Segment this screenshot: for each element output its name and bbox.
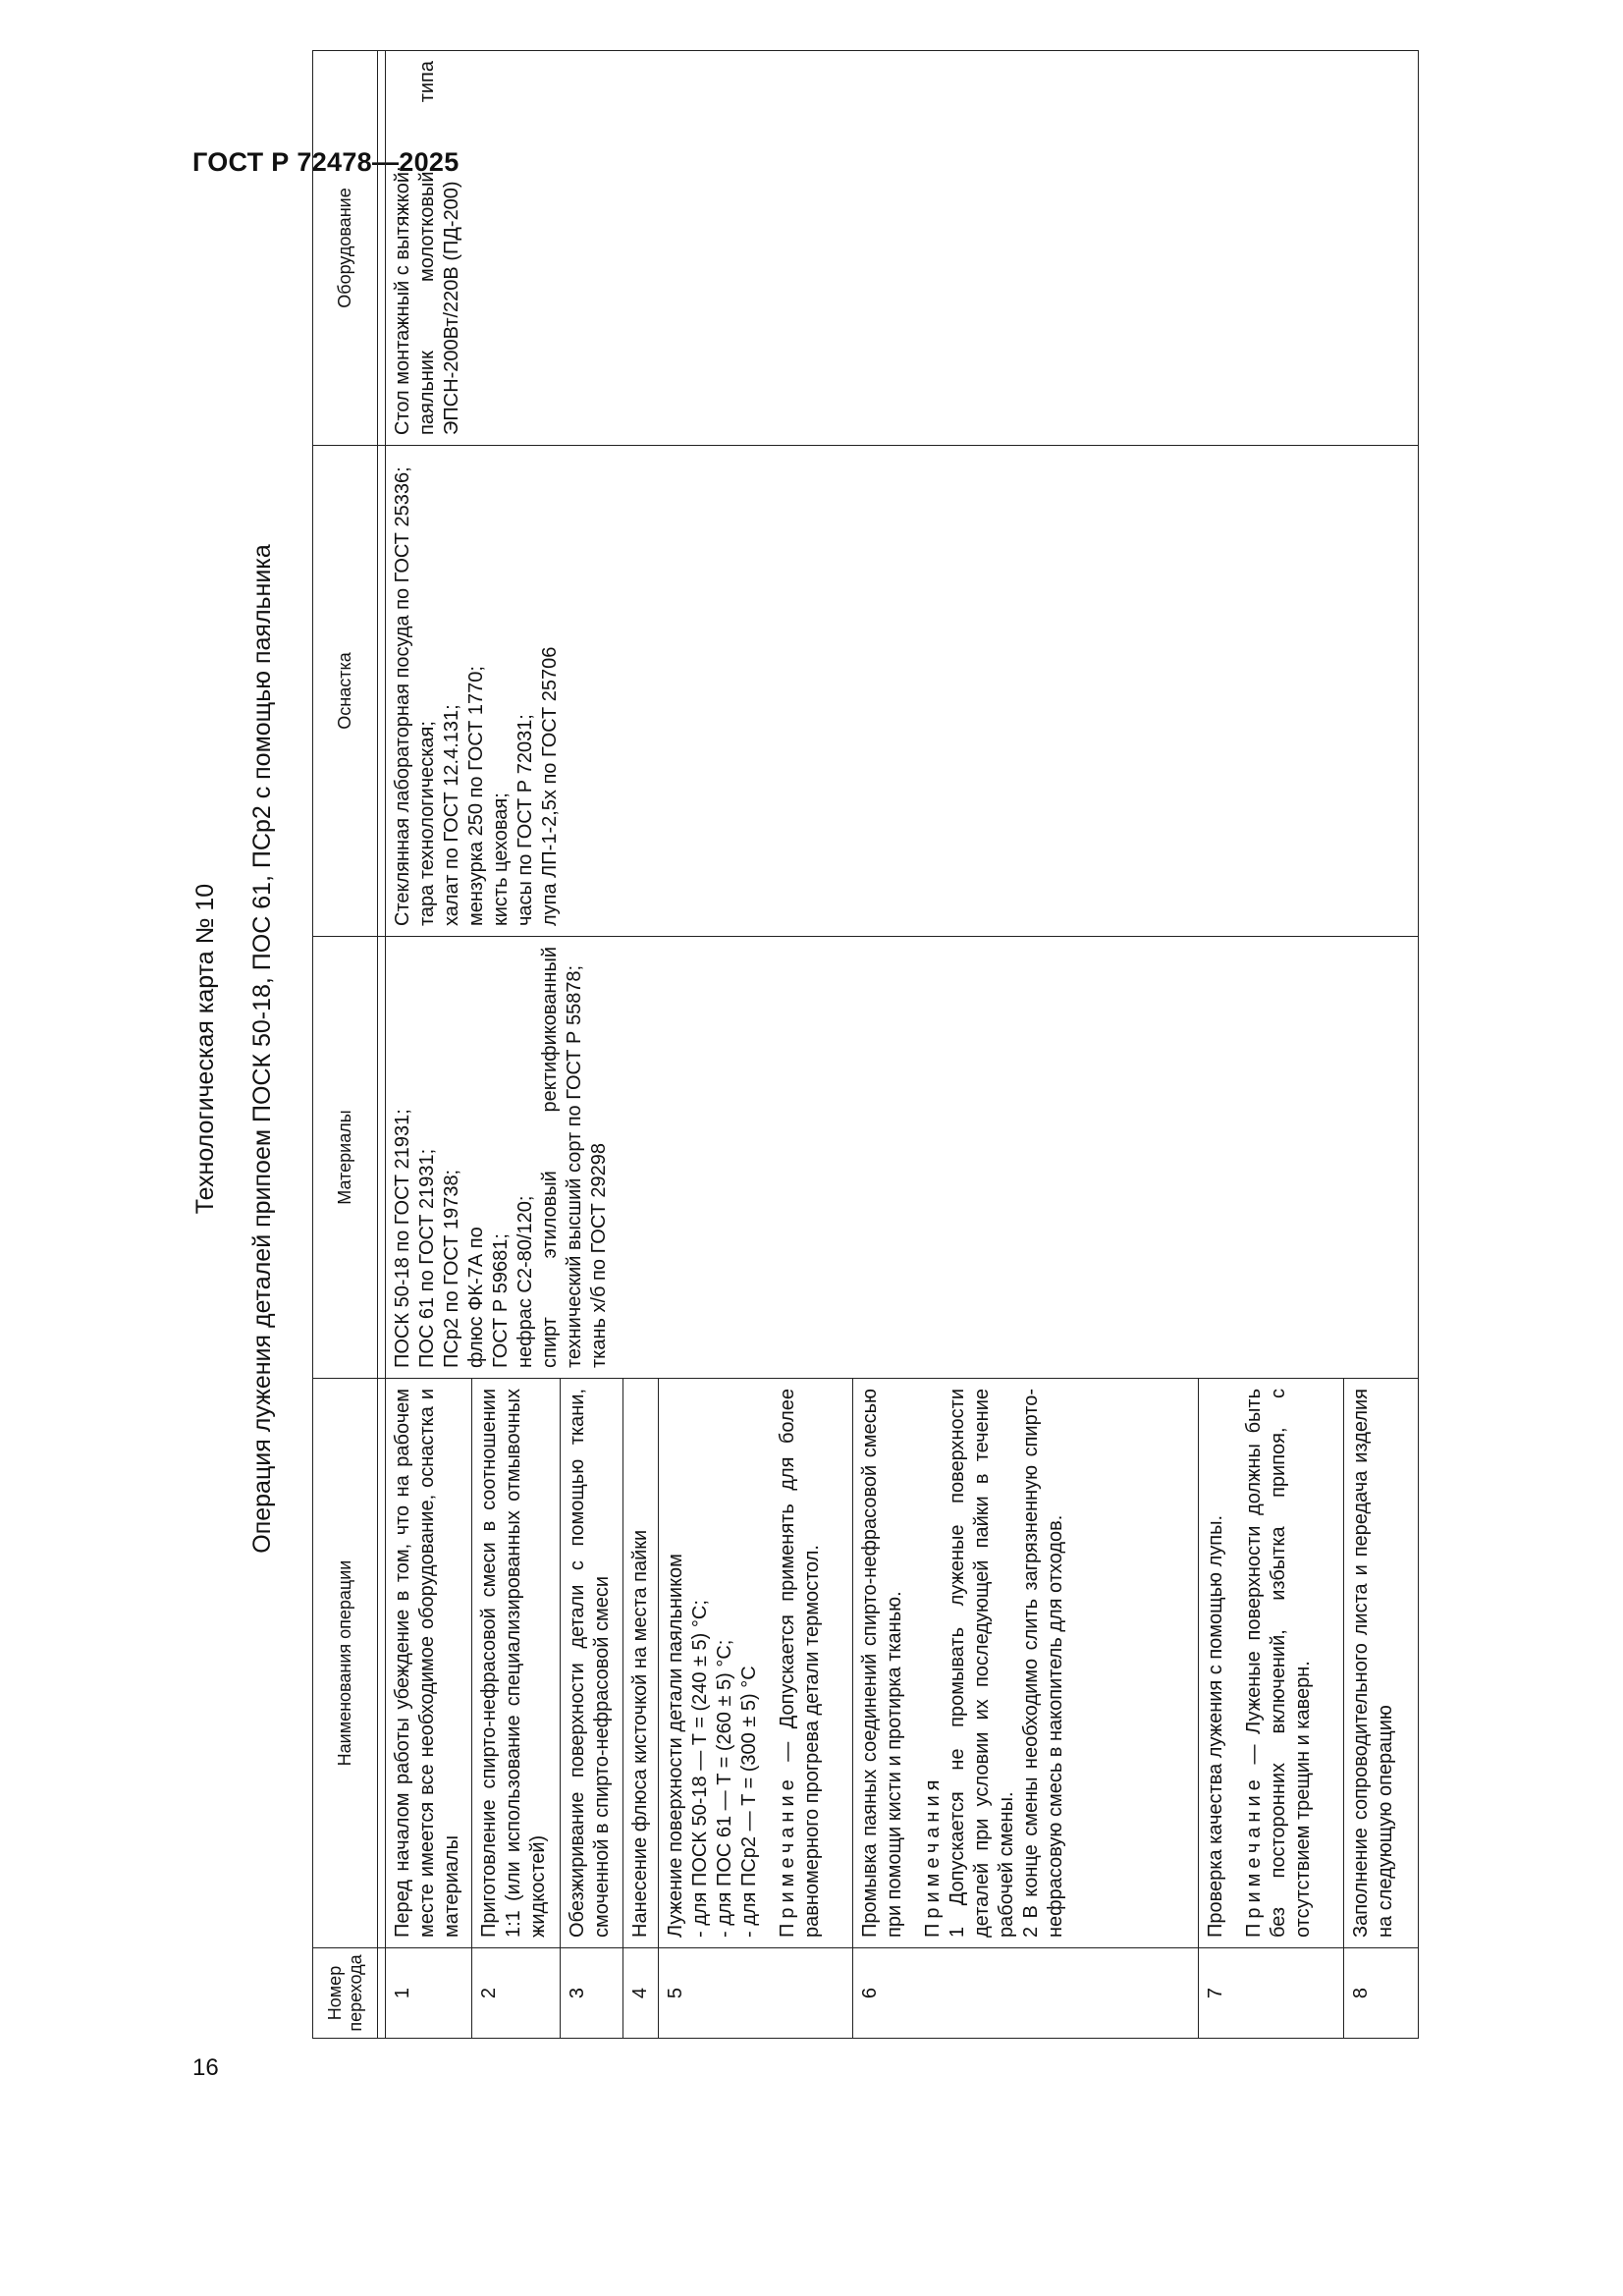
card-title: Технологическая карта № 10 xyxy=(191,883,219,1215)
column-header-equipment: Оборудование xyxy=(313,51,378,446)
operation-text: Нанесение флюса кисточкой на места пайки xyxy=(623,1379,659,1948)
note: Примечание — Луженые поверхности должны быть без посторонних включений, избытка припоя, с отсутствием трещин и каверн. xyxy=(1243,1389,1314,1938)
technology-card-table xyxy=(312,50,1419,2039)
operation-text: Приготовление спирто-нефрасовой смеси в соотношении 1:1 (или использование специализированных отмывочных жидкостей) xyxy=(472,1379,561,1948)
tooling-item: Стеклянная лабораторная посуда по ГОСТ 25336; xyxy=(392,466,413,926)
step-number: 1 xyxy=(386,1948,472,2039)
operation-text: Промывка паяных соединений спирто-нефрасовой смесью при помощи кисти и протирка тканью. Примечания 1 Допускается не промывать луженые поверхности деталей при условии их последующей пайки в течение рабочей смены. 2 В конце смены необходимо слить загрязненную спирто-нефрасовую смесь в накопитель для отходов. xyxy=(853,1379,1199,1948)
operation-text: Проверка качества лужения с помощью лупы. Примечание — Луженые поверхности должны быть без посторонних включений, избытка припоя, с отсутствием трещин и каверн. xyxy=(1199,1379,1344,1948)
operation-text: Перед началом работы убеждение в том, что на рабочем месте имеется все необходимое оборудование, оснастка и материалы xyxy=(386,1379,472,1948)
materials-item: флюс ФК-7А по xyxy=(465,1227,487,1368)
temperature-item: - для ПОС 61 — T = (260 ± 5) °С; xyxy=(714,1639,735,1938)
step-number: 8 xyxy=(1344,1948,1419,2039)
rotated-content xyxy=(187,47,1463,2050)
materials-item: ткань х/б по ГОСТ 29298 xyxy=(588,1142,610,1368)
materials-item: спирт этиловый ректификованный технический высший сорт по ГОСТ Р 55878; xyxy=(539,947,585,1368)
column-header-operation: Наименования операции xyxy=(313,1379,378,1948)
step-number: 3 xyxy=(561,1948,623,2039)
temperature-item: - для ПОСК 50-18 — T = (240 ± 5) °С; xyxy=(689,1600,711,1938)
tooling-item: мензурка 250 по ГОСТ 1770; xyxy=(465,666,487,926)
tooling-item: халат по ГОСТ 12.4.131; xyxy=(441,704,462,926)
equipment-cell xyxy=(386,51,1419,446)
document-header: ГОСТ Р 72478—2025 xyxy=(192,147,460,177)
materials-item: ПСр2 по ГОСТ 19738; xyxy=(441,1169,462,1368)
materials-item: ПОСК 50-18 по ГОСТ 21931; xyxy=(392,1109,413,1368)
step-number: 2 xyxy=(472,1948,561,2039)
note: Примечание — Допускается применять для более равномерного прогрева детали термостол. xyxy=(777,1389,823,1938)
materials-item: нефрас С2-80/120; xyxy=(514,1195,536,1368)
table-row xyxy=(386,51,472,2039)
materials-item: ПОС 61 по ГОСТ 21931; xyxy=(416,1148,438,1368)
tooling-item: тара технологическая; xyxy=(416,721,438,926)
table-header-row xyxy=(313,51,378,2039)
card-subtitle: Операция лужения деталей припоем ПОСК 50-18, ПОС 61, ПСр2 с помощью паяльника xyxy=(248,544,276,1554)
operation-text: Заполнение сопроводительного листа и передача изделия на следующую операцию xyxy=(1344,1379,1419,1948)
column-header-materials: Материалы xyxy=(313,937,378,1379)
tooling-cell xyxy=(386,446,1419,937)
equipment-item: Стол монтажный с вытяжкой; xyxy=(392,166,413,435)
note-item: 2 В конце смены необходимо слить загрязненную спирто-нефрасовую смесь в накопитель для отходов. xyxy=(1020,1389,1066,1938)
notes-label: Примечания xyxy=(922,1775,944,1938)
materials-item: ГОСТ Р 59681; xyxy=(490,1233,512,1368)
step-number: 4 xyxy=(623,1948,659,2039)
operation-text: Обезжиривание поверхности детали с помощью ткани, смоченной в спирто-нефрасовой смеси xyxy=(561,1379,623,1948)
equipment-item: паяльник молотковый типа ЭПСН-200Вт/220В (ПД-200) xyxy=(416,61,462,435)
page-number: 16 xyxy=(192,2054,219,2081)
column-header-tooling: Оснастка xyxy=(313,446,378,937)
tooling-item: часы по ГОСТ Р 72031; xyxy=(514,714,536,926)
step-number: 7 xyxy=(1199,1948,1344,2039)
temperature-item: - для ПСр2 — T = (300 ± 5) °С xyxy=(738,1666,760,1938)
tooling-item: лупа ЛП-1-2,5х по ГОСТ 25706 xyxy=(539,646,561,926)
column-header-number: Номер перехода xyxy=(313,1948,378,2039)
tooling-item: кисть цеховая; xyxy=(490,793,512,926)
note-item: 1 Допускается не промывать луженые поверхности деталей при условии их последующей пайки в течение рабочей смены. xyxy=(947,1389,1017,1938)
materials-cell xyxy=(386,937,1419,1379)
step-number: 6 xyxy=(853,1948,1199,2039)
operation-text: Лужение поверхности детали паяльником - для ПОСК 50-18 — T = (240 ± 5) °С; - для ПОС 61 — T = (260 ± 5) °С; - для ПСр2 — T = (300 ± 5) °С Примечание — Допускается применять для более равномерного прогрева детали термостол. xyxy=(659,1379,853,1948)
step-number: 5 xyxy=(659,1948,853,2039)
